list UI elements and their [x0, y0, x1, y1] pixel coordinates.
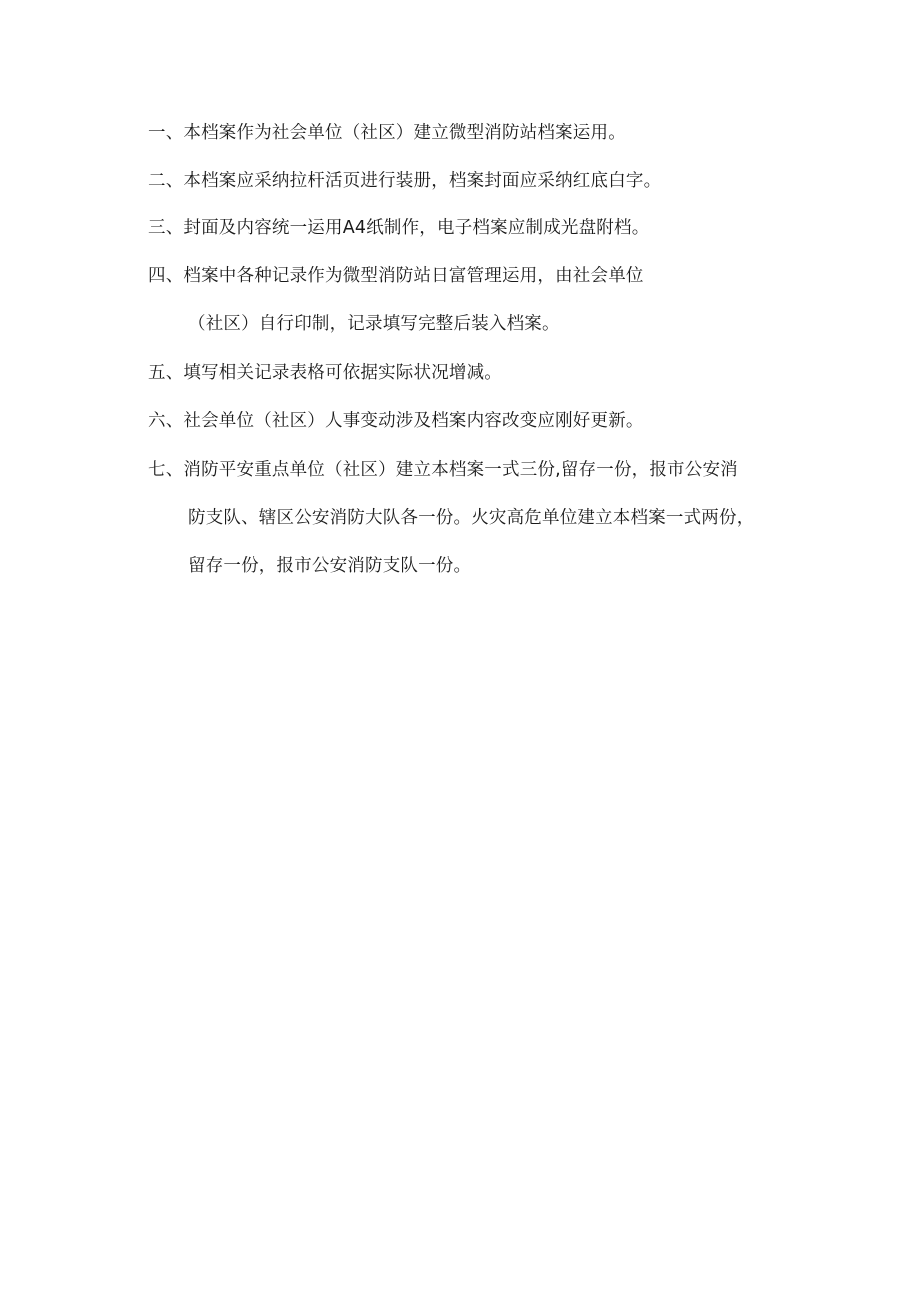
item-6: 六、社会单位（社区）人事变动涉及档案内容改变应刚好更新。 [148, 411, 644, 431]
item-7-continuation-2: 留存一份，报市公安消防支队一份。 [188, 556, 472, 576]
item-2: 二、本档案应采纳拉杆活页进行装册，档案封面应采纳红底白字。 [148, 171, 662, 191]
item-1: 一、本档案作为社会单位（社区）建立微型消防站档案运用。 [148, 123, 626, 143]
item-4-continuation: （社区）自行印制，记录填写完整后装入档案。 [188, 314, 560, 334]
item-7-continuation-1: 防支队、辖区公安消防大队各一份。火灾高危单位建立本档案一式两份， [188, 508, 755, 528]
item-4: 四、档案中各种记录作为微型消防站日富管理运用，由社会单位 [148, 266, 644, 286]
item-3: 三、封面及内容统一运用A4纸制作，电子档案应制成光盘附档。 [148, 218, 650, 238]
item-5: 五、填写相关记录表格可依据实际状况增减。 [148, 363, 502, 383]
item-7: 七、消防平安重点单位（社区）建立本档案一式三份,留存一份，报市公安消 [148, 460, 738, 480]
